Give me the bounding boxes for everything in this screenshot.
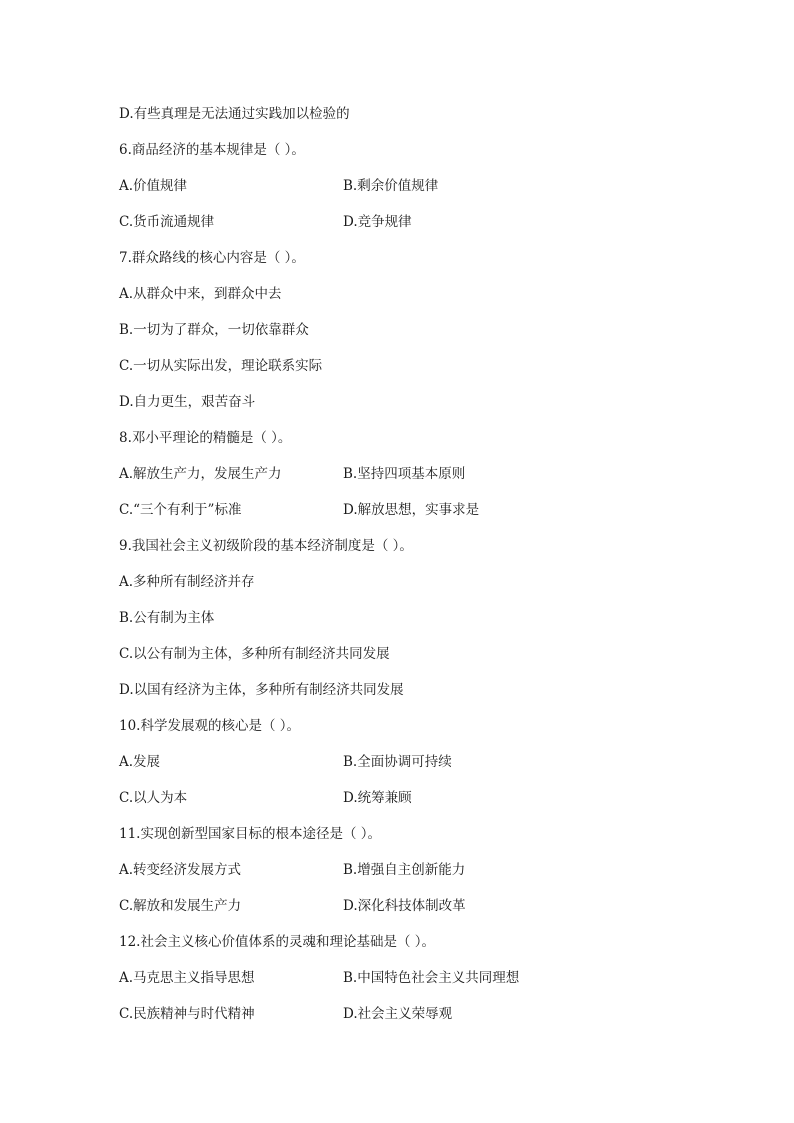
q6-option-a: A.价值规律: [119, 178, 188, 194]
q10-option-b: B.全面协调可持续: [343, 754, 452, 770]
q6-option-b: B.剩余价值规律: [343, 178, 439, 194]
q9-option-a: A.多种所有制经济并存: [119, 574, 255, 590]
q6-option-c: C.货币流通规律: [119, 214, 215, 230]
q8-option-c: C.“三个有利于”标准: [119, 502, 242, 518]
q9-option-b: B.公有制为主体: [119, 610, 215, 626]
q11-option-a: A.转变经济发展方式: [119, 862, 242, 878]
q6-option-d: D.竞争规律: [343, 214, 412, 230]
q12-stem: 12.社会主义核心价值体系的灵魂和理论基础是（ ）。: [119, 934, 436, 950]
q10-option-c: C.以人为本: [119, 790, 188, 806]
q11-option-b: B.增强自主创新能力: [343, 862, 466, 878]
q11-option-c: C.解放和发展生产力: [119, 898, 242, 914]
q9-option-c: C.以公有制为主体，多种所有制经济共同发展: [119, 646, 390, 662]
q6-stem: 6.商品经济的基本规律是（ ）。: [119, 142, 305, 158]
q10-stem: 10.科学发展观的核心是（ ）。: [119, 718, 301, 734]
q8-option-b: B.坚持四项基本原则: [343, 466, 466, 482]
q9-option-d: D.以国有经济为主体，多种所有制经济共同发展: [119, 682, 404, 698]
q7-stem: 7.群众路线的核心内容是（ ）。: [119, 250, 305, 266]
q11-stem: 11.实现创新型国家目标的根本途径是（ ）。: [119, 826, 382, 842]
q5-option-d: D.有些真理是无法通过实践加以检验的: [119, 106, 350, 122]
q7-option-a: A.从群众中来，到群众中去: [119, 286, 282, 302]
q12-option-c: C.民族精神与时代精神: [119, 1006, 255, 1022]
q8-option-d: D.解放思想，实事求是: [343, 502, 480, 518]
q7-option-b: B.一切为了群众，一切依靠群众: [119, 322, 309, 338]
q10-option-a: A.发展: [119, 754, 161, 770]
q11-option-d: D.深化科技体制改革: [343, 898, 466, 914]
q8-stem: 8.邓小平理论的精髓是（ ）。: [119, 430, 292, 446]
q7-option-d: D.自力更生，艰苦奋斗: [119, 394, 256, 410]
q12-option-d: D.社会主义荣辱观: [343, 1006, 453, 1022]
q7-option-c: C.一切从实际出发，理论联系实际: [119, 358, 323, 374]
q12-option-b: B.中国特色社会主义共同理想: [343, 970, 520, 986]
q8-option-a: A.解放生产力，发展生产力: [119, 466, 282, 482]
q12-option-a: A.马克思主义指导思想: [119, 970, 255, 986]
q9-stem: 9.我国社会主义初级阶段的基本经济制度是（ ）。: [119, 538, 413, 554]
q10-option-d: D.统筹兼顾: [343, 790, 412, 806]
